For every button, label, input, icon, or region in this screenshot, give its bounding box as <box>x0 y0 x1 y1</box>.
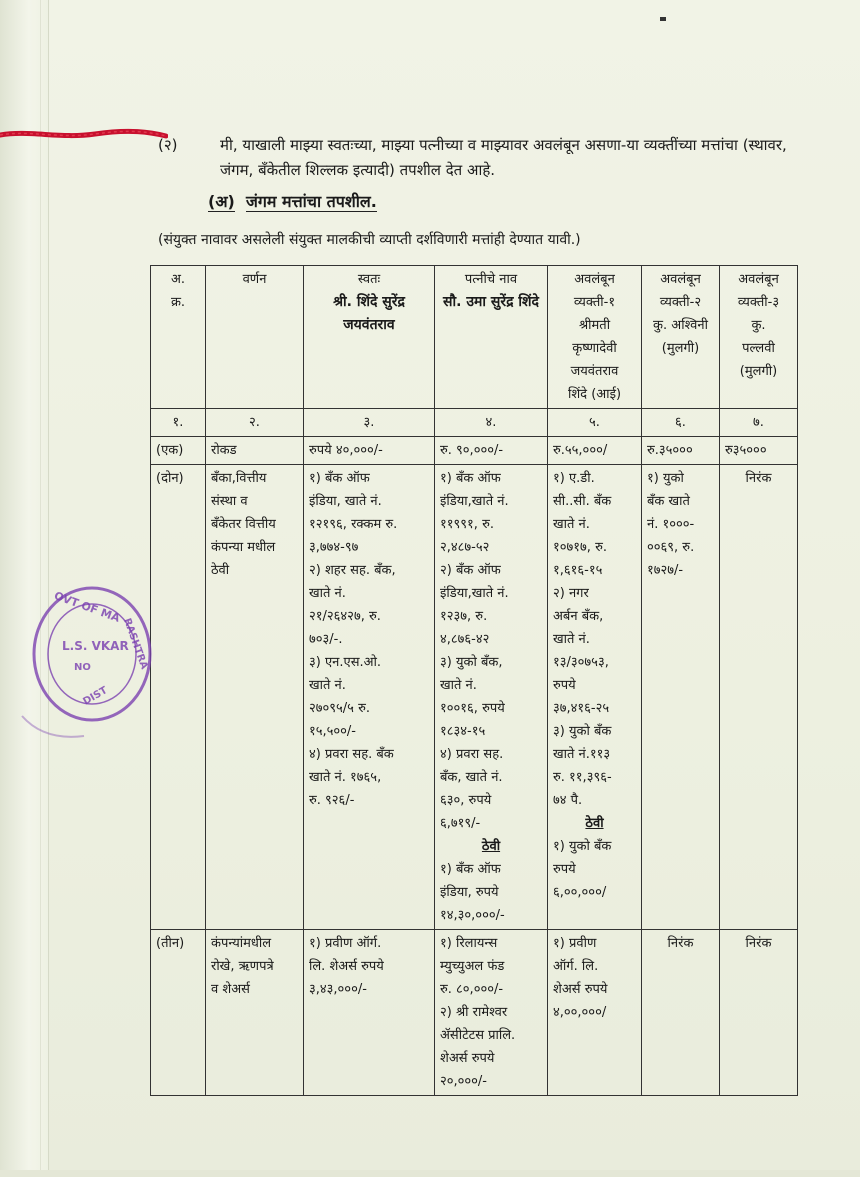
column-number: ५. <box>548 409 642 437</box>
header-dependent-3: अवलंबून व्यक्ती-३ कु. पल्लवी (मुलगी) <box>720 266 798 409</box>
deposits-subheading: ठेवी <box>481 839 501 854</box>
header-wife: पत्नीचे नाव सौ. उमा सुरेंद्र शिंदे <box>435 266 548 409</box>
intro-number: (२) <box>158 136 178 154</box>
cell-dependent-1: रु.५५,०००/ <box>548 437 642 465</box>
header-self: स्वतः श्री. शिंदे सुरेंद्र जयवंतराव <box>304 266 435 409</box>
cell-dependent-2: निरंक <box>642 930 720 1096</box>
row-description: रोकड <box>206 437 304 465</box>
cell-dependent-3: निरंक <box>720 465 798 930</box>
cell-dependent-3: रु३५००० <box>720 437 798 465</box>
header-serial: अ. क्र. <box>151 266 206 409</box>
cell-dependent-1: १) प्रवीण ऑर्ग. लि. शेअर्स रुपये ४,००,०००/ <box>548 930 642 1096</box>
row-id: (तीन) <box>151 930 206 1096</box>
table-row-shares <box>151 930 798 1096</box>
intro-text: मी, याखाली माझ्या स्वतःच्या, माझ्या पत्नीच्या व माझ्यावर अवलंबून असणा-या व्यक्तींच्या मत्तांचा (स्थावर, जंगम, बँकेतील शिल्लक इत्यादी) तपशील देत आहे. <box>220 136 787 179</box>
cell-wife: १) बँक ऑफ इंडिया,खाते नं. ११९९१, रु. २,४८७-५२ २) बँक ऑफ इंडिया,खाते नं. १२३७, रु. ४,८७६-४२ ३) युको बँक, खाते नं. १००१६, रुपये १८३४-१५ ४) प्रवरा सह. बँक, खाते नं. ६३०, रुपये ६,७१९/- ठेवी १) बँक ऑफ इंडिया, रुपये १४,३०,०००/- <box>435 465 548 930</box>
cell-wife: रु. ९०,०००/- <box>435 437 548 465</box>
cell-self: रुपये ४०,०००/- <box>304 437 435 465</box>
header-dependent-2: अवलंबून व्यक्ती-२ कु. अश्विनी (मुलगी) <box>642 266 720 409</box>
movable-assets-table <box>150 265 798 1096</box>
column-number: ७. <box>720 409 798 437</box>
ink-speck <box>660 17 666 21</box>
official-seal-stamp <box>14 566 164 746</box>
table-row-cash <box>151 437 798 465</box>
cell-dependent-1: १) ए.डी. सी..सी. बँक खाते नं. १०७१७, रु. १,६१६-१५ २) नगर अर्बन बँक, खाते नं. १३/३०७५३, रुपये ३७,४१६-२५ ३) युको बँक खाते नं.११३ रु. ११,३९६- ७४ पै. ठेवी १) युको बँक रुपये ६,००,०००/ <box>548 465 642 930</box>
column-number: २. <box>206 409 304 437</box>
row-id: (एक) <box>151 437 206 465</box>
cell-dependent-2: रु.३५००० <box>642 437 720 465</box>
svg-text:DIST: DIST <box>81 685 110 708</box>
svg-text:L.S. VKAR: L.S. VKAR <box>62 639 129 653</box>
cell-wife: १) रिलायन्स म्युच्युअल फंड रु. ८०,०००/- २) श्री रामेश्वर ॲसीटेटस प्रालि. शेअर्स रुपये २०,०००/- <box>435 930 548 1096</box>
self-name: श्री. शिंदे सुरेंद्र जयवंतराव <box>333 294 405 333</box>
svg-text:NO: NO <box>74 662 91 673</box>
deposits-subheading: ठेवी <box>585 816 604 831</box>
column-number: ३. <box>304 409 435 437</box>
red-binding-thread <box>0 128 168 142</box>
column-number-row <box>151 409 798 437</box>
section-heading <box>208 190 377 212</box>
header-description: वर्णन <box>206 266 304 409</box>
row-description: कंपन्यांमधील रोखे, ऋणपत्रे व शेअर्स <box>206 930 304 1096</box>
svg-text:RASHTRA: RASHTRA <box>121 616 150 671</box>
wife-name: सौ. उमा सुरेंद्र शिंदे <box>443 294 539 310</box>
cell-dependent-3: निरंक <box>720 930 798 1096</box>
svg-text:OVT OF MA: OVT OF MA <box>52 589 122 625</box>
table-header-row <box>151 266 798 409</box>
table-row-deposits <box>151 465 798 930</box>
row-id: (दोन) <box>151 465 206 930</box>
row-description: बँका,वित्तीय संस्था व बँकेतर वित्तीय कंपन्या मधील ठेवी <box>206 465 304 930</box>
instruction-note: (संयुक्त नावावर असलेली संयुक्त मालकीची व्याप्ती दर्शविणारी मत्तांही देण्यात यावी.) <box>158 232 581 248</box>
page-bottom-edge <box>0 1170 860 1177</box>
section-title: जंगम मत्तांचा तपशील. <box>246 192 377 211</box>
column-number: १. <box>151 409 206 437</box>
header-dependent-1: अवलंबून व्यक्ती-१ श्रीमती कृष्णादेवी जयवंतराव शिंदे (आई) <box>548 266 642 409</box>
column-number: ४. <box>435 409 548 437</box>
column-number: ६. <box>642 409 720 437</box>
section-label: (अ) <box>208 192 235 211</box>
cell-self: १) बँक ऑफ इंडिया, खाते नं. १२१९६, रक्कम रु. ३,७७४-९७ २) शहर सह. बँक, खाते नं. २१/२६४२७, रु. ७०३/-. ३) एन.एस.ओ. खाते नं. २७०९५/५ रु. १५,५००/- ४) प्रवरा सह. बँक खाते नं. १७६५, रु. ९२६/- <box>304 465 435 930</box>
cell-self: १) प्रवीण ऑर्ग. लि. शेअर्स रुपये ३,४३,०००/- <box>304 930 435 1096</box>
cell-dependent-2: १) युको बँक खाते नं. १०००- ००६९, रु. १७२७/- <box>642 465 720 930</box>
